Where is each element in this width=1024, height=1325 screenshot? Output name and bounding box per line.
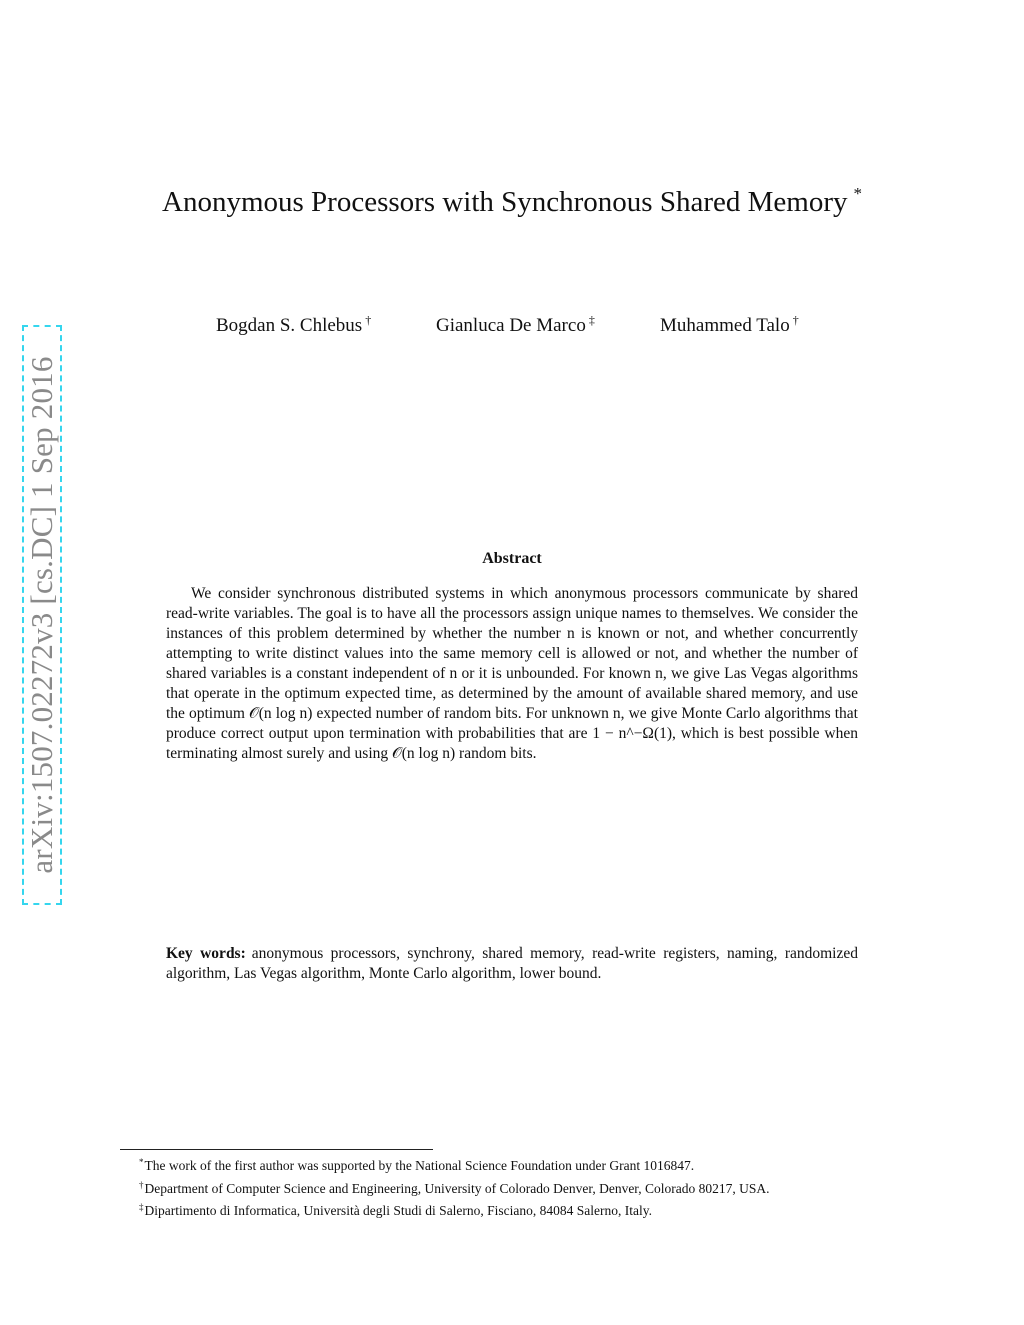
footnote-mark: † xyxy=(139,1179,144,1190)
footnote-divider xyxy=(120,1149,433,1150)
abstract-heading: Abstract xyxy=(482,550,542,567)
paper-title: Anonymous Processors with Synchronous Shared Memory xyxy=(162,186,848,218)
author-2 xyxy=(436,313,595,337)
keywords-label: Key words: xyxy=(166,945,246,962)
footnote-text: Dipartimento di Informatica, Università degli Studi di Salerno, Fisciano, 84084 Salerno, Italy. xyxy=(144,1203,653,1218)
arxiv-identifier: arXiv:1507.02272v3 [cs.DC] 1 Sep 2016 xyxy=(24,356,59,874)
footnotes xyxy=(139,1153,939,1221)
keywords-paragraph xyxy=(166,944,858,984)
footnote-affiliation-colorado xyxy=(139,1176,939,1199)
footnote-affiliation-salerno xyxy=(139,1198,939,1221)
author-name: Muhammed Talo xyxy=(660,315,790,336)
author-affiliation-mark: † xyxy=(792,313,799,327)
author-affiliation-mark: ‡ xyxy=(588,313,595,327)
footnote-mark: ‡ xyxy=(139,1202,144,1212)
author-3 xyxy=(660,313,799,337)
footnote-funding xyxy=(139,1153,939,1176)
author-name: Gianluca De Marco xyxy=(436,315,586,336)
title-footnote-mark: * xyxy=(853,184,862,203)
paper-title-block xyxy=(0,184,1024,219)
author-name: Bogdan S. Chlebus xyxy=(216,315,363,336)
author-affiliation-mark: † xyxy=(365,313,372,327)
keywords-text: anonymous processors, synchrony, shared memory, read-write registers, naming, randomized algorithm, Las Vegas algorithm, Monte Carlo algorithm, lower bound. xyxy=(166,945,858,982)
abstract-text: We consider synchronous distributed systems in which anonymous processors communicate by shared read-write variables. The goal is to have all the processors assign unique names to themselves. We consider the instances of this problem determined by whether the number n is known or not, and whether concurrently attempting to write distinct values into the same memory cell is allowed or not, and whether the number of shared variables is a constant independent of n or it is unbounded. For known n, we give Las Vegas algorithms that operate in the optimum expected time, as determined by the amount of available shared memory, and use the optimum 𝒪(n log n) expected number of random bits. For unknown n, we give Monte Carlo algorithms that produce correct output upon termination with probabilities that are 1 − n^−Ω(1), which is best possible when terminating almost surely and using 𝒪(n log n) random bits. xyxy=(166,585,858,762)
footnote-text: Department of Computer Science and Engineering, University of Colorado Denver, Denver, Colorado 80217, USA. xyxy=(144,1180,770,1196)
author-1 xyxy=(216,313,371,337)
footnote-mark: * xyxy=(139,1157,144,1167)
footnote-text: The work of the first author was supported by the National Science Foundation under Grant 1016847. xyxy=(144,1158,695,1173)
